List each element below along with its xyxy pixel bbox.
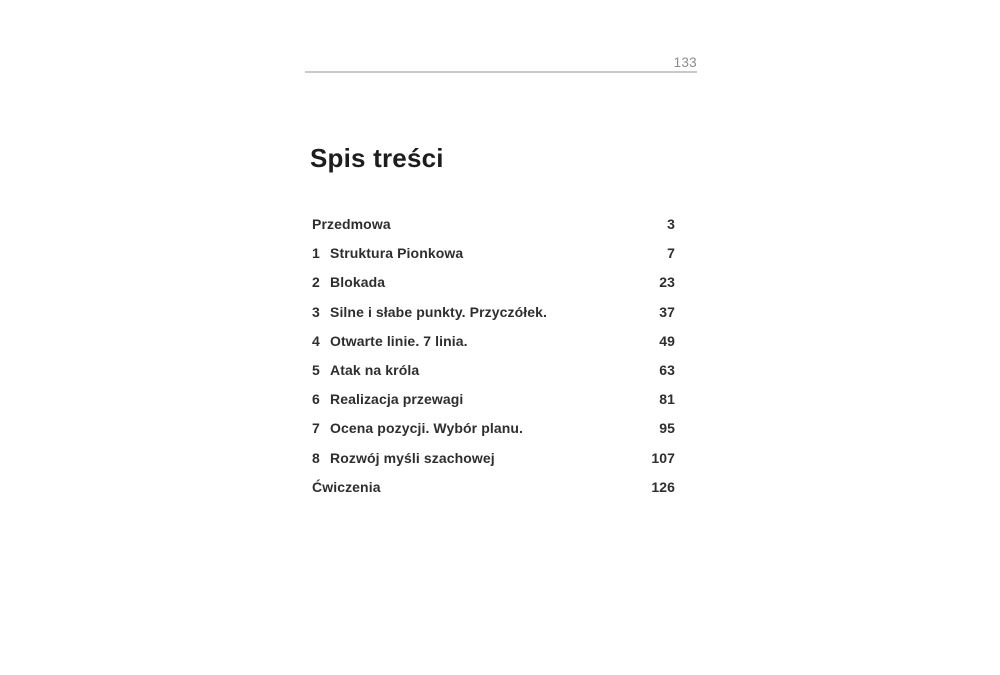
toc-row[interactable] — [312, 420, 675, 449]
toc-entry-page: 126 — [651, 478, 675, 495]
toc-entry-label: Struktura Pionkowa — [330, 245, 464, 262]
toc-entry-page: 95 — [659, 420, 675, 437]
toc-row[interactable] — [312, 333, 675, 362]
toc-entry-page: 107 — [651, 449, 675, 466]
toc-entry-number: 6 — [312, 391, 320, 408]
toc-entry-number: 1 — [312, 245, 320, 262]
toc-row[interactable] — [312, 245, 675, 274]
toc-row[interactable] — [312, 304, 675, 333]
toc-row[interactable] — [312, 479, 675, 508]
toc-entry-label: Ocena pozycji. Wybór planu. — [330, 420, 524, 437]
toc-entry-page: 3 — [667, 216, 675, 232]
toc-entry-number: 2 — [312, 274, 320, 291]
toc-entry-label: Atak na króla — [330, 361, 420, 378]
toc-entry-label: Blokada — [330, 274, 386, 291]
toc-entry-page: 23 — [659, 274, 675, 291]
toc-entry-number: 7 — [312, 420, 320, 437]
toc-entry-page: 81 — [659, 391, 675, 408]
toc-entry-label: Otwarte linie. 7 linia. — [330, 332, 468, 349]
toc-entry-number: 4 — [312, 332, 320, 349]
toc-entry-page: 49 — [659, 332, 675, 349]
toc-entry-label: Rozwój myśli szachowej — [330, 449, 495, 466]
toc-list — [312, 216, 675, 508]
toc-row[interactable] — [312, 274, 675, 303]
toc-entry-page: 7 — [667, 245, 675, 262]
running-header — [305, 54, 697, 73]
page-title: Spis treści — [310, 143, 444, 173]
toc-row[interactable] — [312, 450, 675, 479]
toc-entry-label: Ćwiczenia — [312, 478, 381, 495]
toc-entry-number: 3 — [312, 303, 320, 320]
toc-entry-page: 63 — [659, 361, 675, 378]
toc-entry-label: Realizacja przewagi — [330, 391, 464, 408]
header-page-number: 133 — [673, 54, 697, 70]
toc-row[interactable] — [312, 216, 675, 245]
toc-entry-label: Przedmowa — [312, 216, 391, 232]
toc-entry-number: 5 — [312, 361, 320, 378]
toc-row[interactable] — [312, 391, 675, 420]
toc-row[interactable] — [312, 362, 675, 391]
toc-entry-label: Silne i słabe punkty. Przyczółek. — [330, 303, 548, 320]
toc-entry-number: 8 — [312, 449, 320, 466]
toc-entry-page: 37 — [659, 303, 675, 320]
